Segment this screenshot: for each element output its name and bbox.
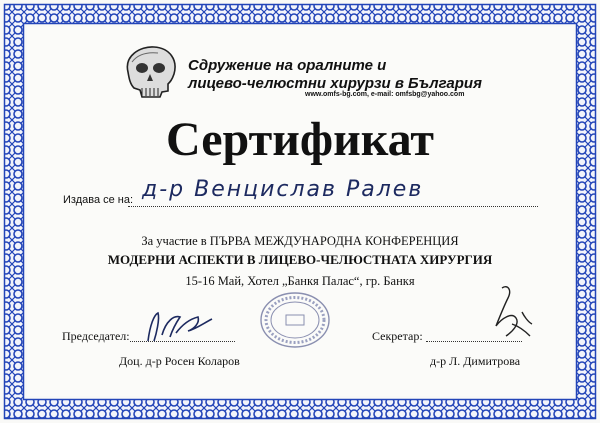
organization-line1: Сдружение на оралните и (188, 57, 387, 74)
organization-name (188, 57, 482, 93)
chair-name: Доц. д-р Росен Коларов (119, 354, 240, 368)
conference-title: МОДЕРНИ АСПЕКТИ В ЛИЦЕВО-ЧЕЛЮСТНАТА ХИРУРГИЯ (107, 252, 493, 267)
secretary-label: Секретар: (372, 329, 423, 343)
organization-line2: лицево-челюстни хирурзи в България (188, 75, 482, 92)
skull-icon (118, 44, 182, 100)
chair-signature (140, 305, 220, 347)
secretary-signature (482, 282, 538, 344)
conference-venue: 15-16 Май, Хотел „Банкя Палас“, гр. Банкя (185, 274, 415, 288)
official-stamp (258, 290, 332, 350)
participation-text: За участие в ПЪРВА МЕЖДУНАРОДНА КОНФЕРЕНЦИЯ (141, 234, 459, 248)
organization-contacts: www.omfs-bg.com, e-mail: omfsbg@yahoo.com (305, 91, 465, 98)
issued-to-label: Издава се на: (63, 194, 134, 206)
recipient-line (128, 206, 538, 207)
recipient-name: д-р Венцислав Ралев (142, 177, 424, 202)
secretary-name: д-р Л. Димитрова (430, 354, 521, 368)
certificate-title: Сертификат (166, 113, 434, 166)
chair-label: Председател: (62, 329, 130, 343)
